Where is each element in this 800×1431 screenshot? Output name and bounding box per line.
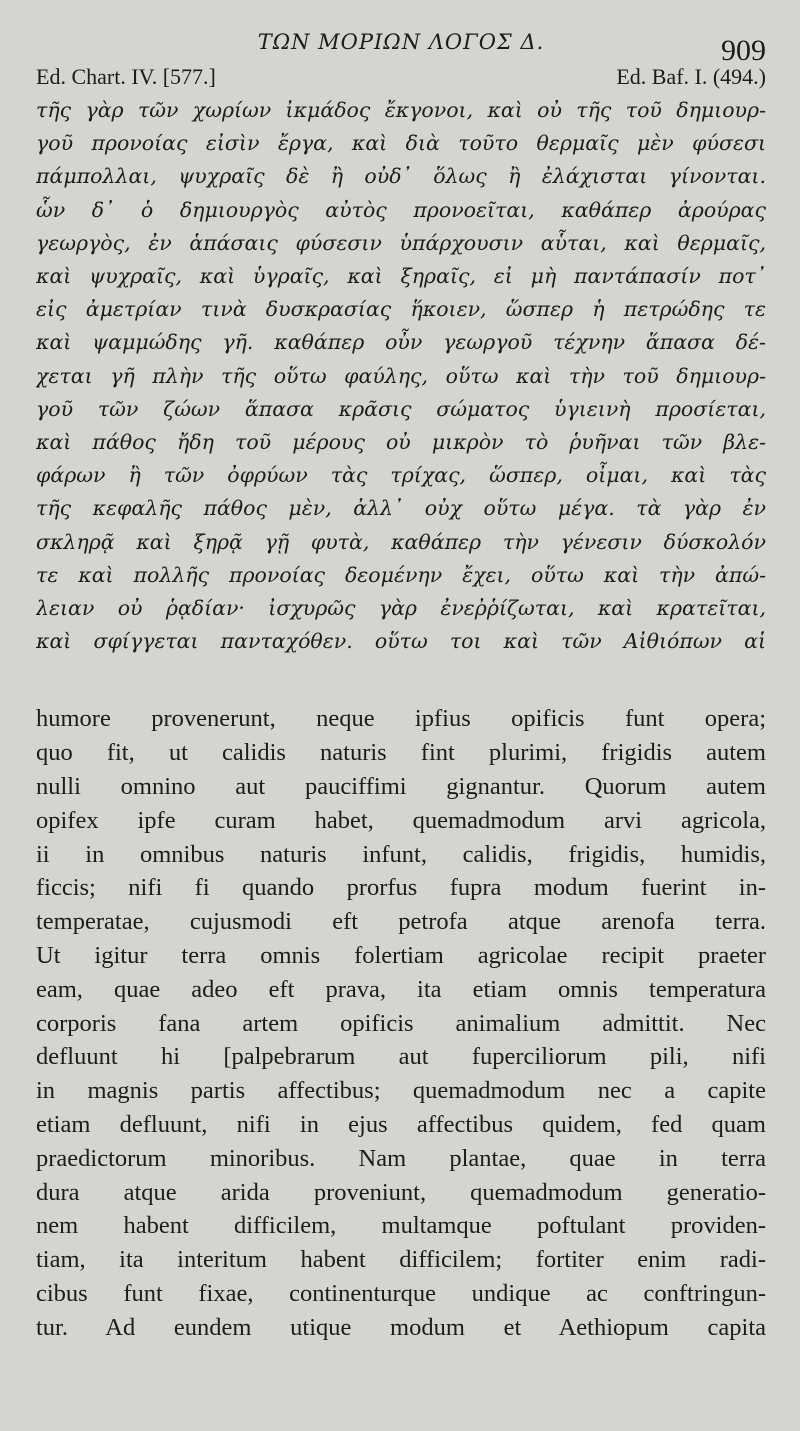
latin-text-line: praedictorum minoribus. Nam plantae, quae in terra (36, 1144, 766, 1172)
greek-text-line: τε καὶ πολλῆς προνοίας δεομένην ἔχει, οὕτω καὶ τὴν ἀπώ- (36, 562, 766, 587)
latin-text-line: in magnis partis affectibus; quemadmodum nec a capite (36, 1077, 766, 1105)
greek-text-line: πάμπολλαι, ψυχραῖς δὲ ἢ οὐδ᾽ ὅλως ἢ ἐλάχισται γίνονται. (36, 164, 766, 189)
latin-text-line: etiam defluunt, nifi in ejus affectibus quidem, fed quam (36, 1111, 766, 1139)
edition-references (36, 64, 766, 94)
latin-text-line: cibus funt fixae, continenturque undique ac conftringun- (36, 1280, 766, 1307)
latin-text-block (36, 702, 766, 1344)
edition-reference-left: Ed. Chart. IV. [577.] (36, 64, 216, 89)
greek-text-line: γοῦ προνοίας εἰσὶν ἔργα, καὶ διὰ τοῦτο θερμαῖς μὲν φύσεσι (36, 131, 766, 156)
page-header (36, 26, 766, 67)
greek-text-line: λειαν οὐ ῥᾳδίαν· ἰσχυρῶς γὰρ ἐνεῤῥίζωται, καὶ κρατεῖται, (36, 596, 766, 621)
latin-text-line: ii in omnibus naturis infunt, calidis, frigidis, humidis, (36, 840, 766, 868)
greek-text-line: εἰς ἀμετρίαν τινὰ δυσκρασίας ἥκοιεν, ὥσπερ ἡ πετρώδης τε (36, 297, 766, 322)
latin-text-line: temperatae, cujusmodi eft petrofa atque arenofa terra. (36, 908, 766, 936)
greek-text-line: καὶ πάθος ἤδη τοῦ μέρους οὐ μικρὸν τὸ ῥυῆναι τῶν βλε- (36, 430, 766, 455)
greek-text-block (36, 94, 766, 658)
latin-text-line: eam, quae adeo eft prava, ita etiam omnis temperatura (36, 975, 766, 1003)
latin-text-line: nulli omnino aut pauciffimi gignantur. Quorum autem (36, 773, 766, 801)
greek-text-line: φάρων ἢ τῶν ὀφρύων τὰς τρίχας, ὥσπερ, οἶμαι, καὶ τὰς (36, 463, 766, 488)
greek-text-line: ὧν δ᾽ ὁ δημιουργὸς αὐτὸς προνοεῖται, καθάπερ ἀρούρας (36, 197, 766, 222)
latin-text-line: corporis fana artem opificis animalium admittit. Nec (36, 1009, 766, 1037)
latin-text-line: humore provenerunt, neque ipfius opificis funt opera; (36, 705, 766, 733)
greek-text-line: τῆς γὰρ τῶν χωρίων ἰκμάδος ἔκγονοι, καὶ οὐ τῆς τοῦ δημιουρ- (36, 98, 766, 122)
greek-text-line: γοῦ τῶν ζώων ἅπασα κρᾶσις σώματος ὑγιεινὴ προσίεται, (36, 396, 766, 421)
greek-text-line: καὶ ψυχραῖς, καὶ ὑγραῖς, καὶ ξηραῖς, εἰ μὴ παντάπασίν ποτ᾽ (36, 264, 766, 289)
latin-text-line: ficcis; nifi fi quando prorfus fupra modum fuerint in- (36, 874, 766, 902)
greek-text-line: καὶ σφίγγεται πανταχόθεν. οὕτω τοι καὶ τῶν Αἰθιόπων αἱ (36, 629, 766, 654)
latin-text-line: quo fit, ut calidis naturis fint plurimi, frigidis autem (36, 739, 766, 767)
greek-text-line: τῆς κεφαλῆς πάθος μὲν, ἀλλ᾽ οὐχ οὕτω μέγα. τὰ γὰρ ἐν (36, 496, 766, 521)
page-number: 909 (721, 34, 766, 67)
latin-text-line: dura atque arida proveniunt, quemadmodum generatio- (36, 1178, 766, 1206)
greek-text-line: γεωργὸς, ἐν ἁπάσαις φύσεσιν ὑπάρχουσιν αὗται, καὶ θερμαῖς, (36, 230, 766, 255)
running-title: ΤΩΝ ΜΟΡΙΩΝ ΛΟΓΟΣ Δ. (257, 30, 545, 54)
greek-text-line: καὶ ψαμμώδης γῆ. καθάπερ οὖν γεωργοῦ τέχνην ἅπασα δέ- (36, 330, 766, 355)
latin-text-line: nem habent difficilem, multamque poftulant providen- (36, 1212, 766, 1240)
latin-text-line: Ut igitur terra omnis folertiam agricolae recipit praeter (36, 942, 766, 970)
greek-text-line: σκληρᾷ καὶ ξηρᾷ γῇ φυτὰ, καθάπερ τὴν γένεσιν δύσκολόν (36, 529, 766, 554)
latin-text-line: tur. Ad eundem utique modum et Aethiopum capita (36, 1313, 766, 1341)
latin-text-line: defluunt hi [palpebrarum aut fuperciliorum pili, nifi (36, 1043, 766, 1071)
latin-text-line: tiam, ita interitum habent difficilem; fortiter enim radi- (36, 1246, 766, 1274)
latin-text-line: opifex ipfe curam habet, quemadmodum arvi agricola, (36, 806, 766, 834)
greek-text-line: χεται γῆ πλὴν τῆς οὕτω φαύλης, οὕτω καὶ τὴν τοῦ δημιουρ- (36, 363, 766, 388)
edition-reference-right: Ed. Baf. I. (494.) (616, 64, 766, 89)
